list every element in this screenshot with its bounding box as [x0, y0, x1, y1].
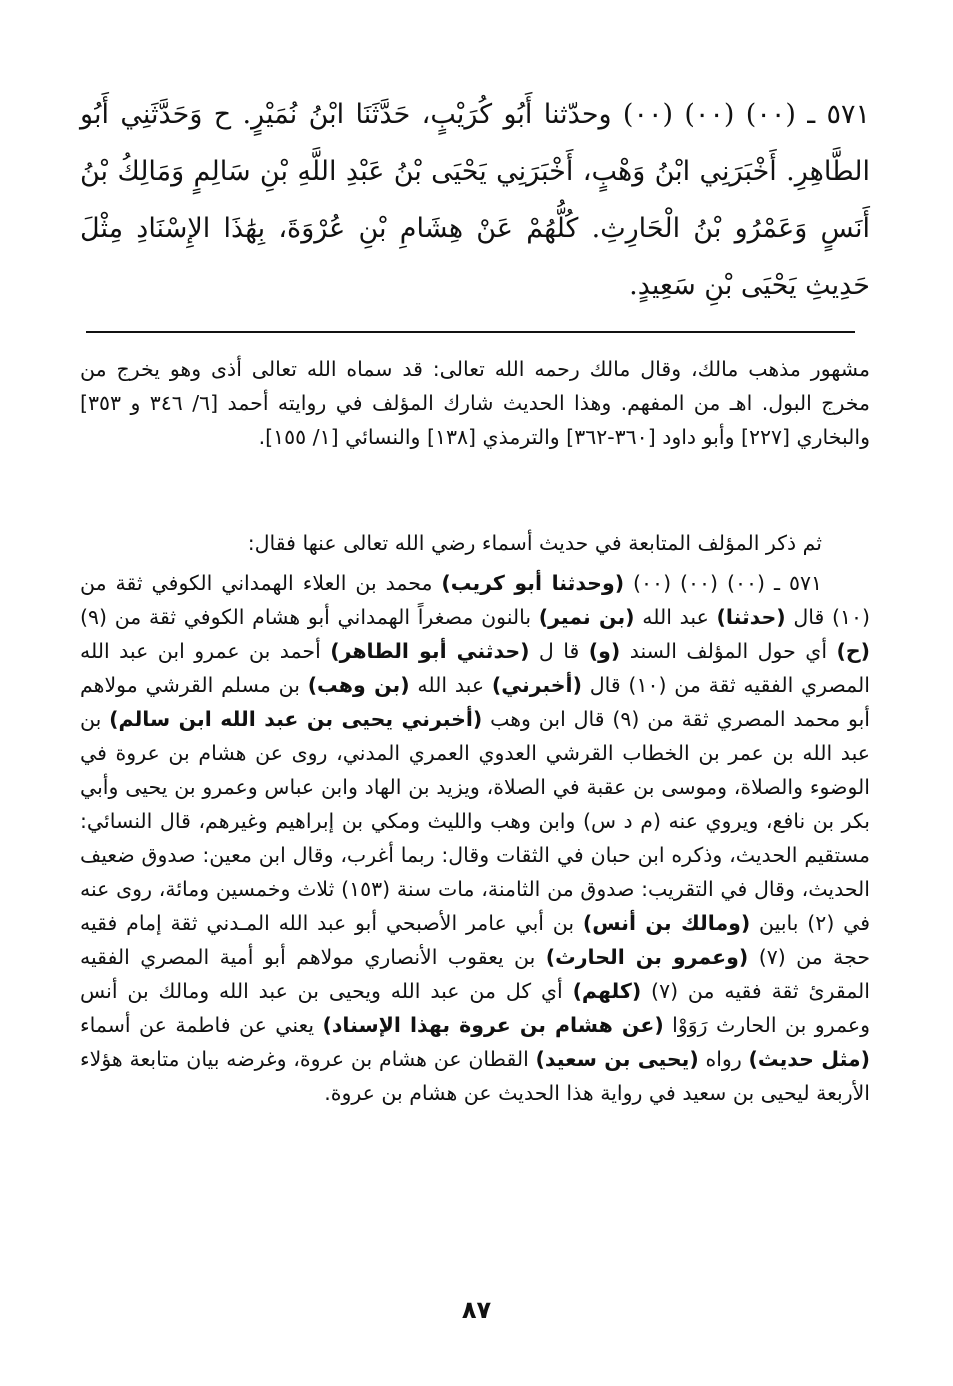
commentary-segment: ٥٧١ ـ (٠٠) (٠٠) (٠٠) [624, 571, 822, 595]
commentary-segment-bold: (أخبرني) [491, 673, 582, 697]
commentary-segment: القطان عن هشام بن عروة، وغرضه بيان متابعة هؤلاء الأربعة ليحيى بن سعيد في رواية هذا الحديث عن هشام بن عروة. [80, 1047, 870, 1105]
commentary-segment: رواه [698, 1047, 749, 1071]
commentary-segment: بن عبد الله بن عمر بن الخطاب القرشي العدوي العمري المدني، روى عن هشام بن عروة في الوضوء والصلاة، وموسى بن عقبة في الصلاة، ويزيد بن الهاد وابن عباس وعمرو بن يحيى وأبي بكر بن نافع، ويروي عنه (م د س) وابن وهب والليث ومكي بن إبراهيم وغيرهم، قال النسائي: مستقيم الحديث، وذكره ابن حبان في الثقات وقال: ربما أغرب، وقال ابن معين: صدوق ضعيف الحديث، وقال في التقريب: صدوق من الثامنة، مات سنة (١٥٣) ثلاث وخمسين ومائة، روى عنه في (٢) بابين [80, 707, 870, 935]
commentary-segment-bold: (كلهم) [572, 979, 642, 1003]
commentary-segment: عبد الله [634, 605, 717, 629]
commentary-segment-bold: (يحيى بن سعيد) [535, 1047, 699, 1071]
commentary-segment-bold: (حدثني أبو الطاهر) [330, 639, 530, 663]
footnote-separator-line [86, 331, 855, 333]
commentary-segment: بالنون مصغراً الهمداني أبو هشام الكوفي ثقة من (٩) [80, 605, 539, 629]
commentary-segment-bold: (عن هشام بن عروة بهذا الإسناد) [322, 1013, 664, 1037]
commentary-segment-bold: (وعمرو بن الحارث) [545, 945, 749, 969]
commentary-segment-bold: (بن نمير) [538, 605, 635, 629]
commentary-segment: عبد الله [409, 673, 492, 697]
commentary-segment-bold: (و) [588, 639, 621, 663]
commentary-segment-bold: (ح) [836, 639, 870, 663]
commentary-segment: بن مسلم القرشي مولاهم أبو محمد المصري ثقة من (٩) قال ابن وهب [80, 673, 870, 731]
commentary-segment: أي كل من عبد الله ويحيى بن عبد الله ومالك بن أنس وعمرو بن الحارث رَوَوْا [80, 979, 870, 1037]
commentary-segment: أحمد بن عمرو ابن عبد الله المصري الفقيه ثقة من (١٠) قال [80, 639, 870, 697]
commentary-segment-bold: (بن وهب) [307, 673, 410, 697]
commentary-segment: بن يعقوب الأنصاري مولاهم أبو أمية المصري الفقيه المقرئ ثقة فقيه من (٧) [80, 945, 871, 1003]
commentary-segment: محمد بن العلاء الهمداني الكوفي ثقة من (١٠) قال [80, 571, 870, 629]
commentary-segment: قا ل [529, 639, 589, 663]
page-number: ٨٧ [461, 1296, 492, 1324]
commentary-segment-bold: (مثل حديث) [748, 1047, 870, 1071]
commentary-paragraph [80, 566, 870, 1110]
commentary-segment: أي حول المؤلف السند [620, 639, 837, 663]
commentary-segment-bold: (حدثنا) [716, 605, 786, 629]
hadith-text: ٥٧١ ـ (٠٠) (٠٠) (٠٠) وحدّثنا أَبُو كُرَيْبٍ، حَدَّثَنَا ابْنُ نُمَيْرٍ. ح وَحَدَّثَنِي أَبُو الطَّاهِرِ. أَخْبَرَنِي ابْنُ وَهْبٍ، أَخْبَرَنِي يَحْيَى بْنُ عَبْدِ اللَّهِ بْنِ سَالِمٍ وَمَالِكُ بْنُ أَنَسٍ وَعَمْرُو بْنُ الْحَارِثِ. كُلُّهُمْ عَنْ هِشَامِ بْنِ عُرْوَةَ، بِهَٰذَا الإِسْنَادِ مِثْلَ حَدِيثِ يَحْيَى بْنِ سَعِيدٍ. [80, 99, 870, 301]
intro-paragraph: ثم ذكر المؤلف المتابعة في حديث أسماء رضي الله تعالى عنها فقال: [247, 531, 822, 555]
commentary-segment-bold: (أخبرني يحيى بن عبد الله ابن سالم) [109, 707, 483, 731]
commentary-segment: يعني عن فاطمة عن أسماء [80, 1013, 323, 1037]
footnote-paragraph: مشهور مذهب مالك، وقال مالك رحمه الله تعالى: قد سماه الله تعالى أذى وهو يخرج من مخرج البول. اهـ من المفهم. وهذا الحديث شارك المؤلف في روايته أحمد [٦/ ٣٤٦ و ٣٥٣] والبخاري [٢٢٧] وأبو داود [٣٦٠-٣٦٢] والترمذي [١٣٨] والنسائي [١/ ١٥٥]. [80, 357, 870, 449]
commentary-segment-bold: (ومالك بن أنس) [582, 911, 751, 935]
commentary-segment: بن أبي عامر الأصبحي أبو عبد الله المـدني ثقة إمام فقيه حجة من (٧) [80, 911, 870, 969]
commentary-segment-bold: (وحدثنا أبو كريب) [441, 571, 625, 595]
